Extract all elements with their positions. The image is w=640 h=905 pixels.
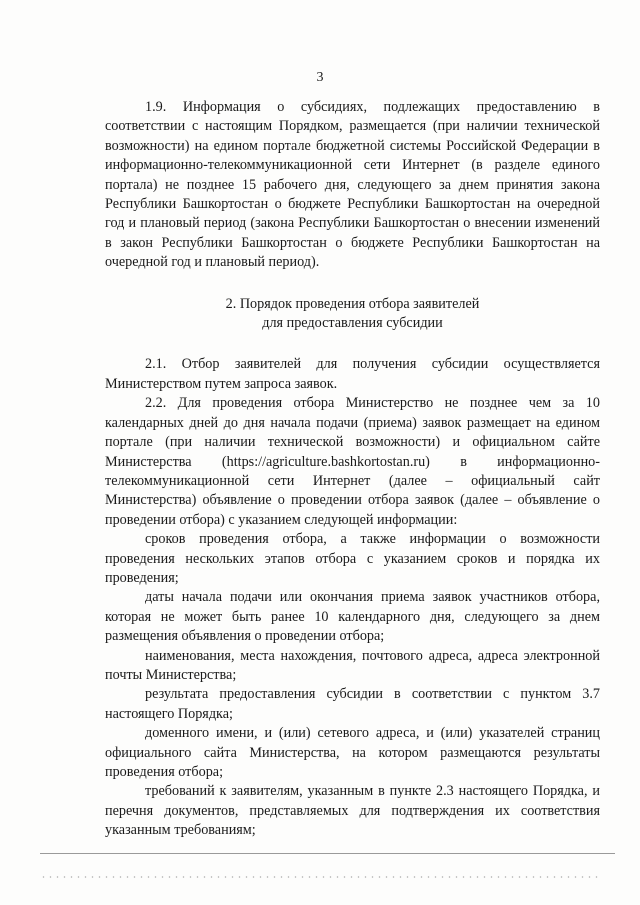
section-heading-line-2: для предоставления субсидии	[262, 315, 443, 332]
list-item-dates: даты начала подачи или окончания приема заявок участников отбора, которая не может быть ранее 10 календарного дня, следующего за днем размещения объявления о проведении отбора;	[105, 589, 600, 645]
section-heading-line-1: 2. Порядок проведения отбора заявителей	[225, 295, 480, 312]
document-body	[105, 98, 600, 841]
list-item-domain: доменного имени, и (или) сетевого адреса, и (или) указателей страниц официального сайта Министерства, на котором размещаются результаты проведения отбора;	[105, 725, 600, 780]
paragraph-1-9: 1.9. Информация о субсидиях, подлежащих предоставлению в соответствии с настоящим Порядком, размещается (при наличии технической возможности) на едином портале бюджетной системы Российской Федерации в информационно-телекоммуникационной сети Интернет (в разделе единого портала) не позднее 15 рабочего дня, следующего за днем принятия закона Республики Башкортостан о бюджете Республики Башкортостан на очередной год и плановый период (закона Республики Башкортостан о внесении изменений в закон Республики Башкортостан о бюджете Республики Башкортостан на очередной год и плановый период).	[105, 99, 600, 271]
bottom-scan-line	[40, 853, 615, 854]
section-2-heading	[105, 295, 600, 334]
page-number: 3	[316, 70, 324, 85]
list-item-terms: сроков проведения отбора, а также информации о возможности проведения нескольких этапов отбора с указанием сроков и порядка их проведения;	[105, 531, 600, 586]
paragraph-2-2: 2.2. Для проведения отбора Министерство не позднее чем за 10 календарных дней до дня начала подачи (приема) заявок размещает на едином портале (при наличии технической возможности) и официальном сайте Министерства (https://agriculture.bashkortostan.ru) в информационно-телекоммуникационной сети Интернет (далее – официальный сайт Министерства) объявление о проведении отбора заявок (далее – объявление о проведении отбора) с указанием следующей информации:	[105, 395, 600, 528]
list-item-requirements: требований к заявителям, указанным в пункте 2.3 настоящего Порядка, и перечня документов, представляемых для подтверждения их соответствия указанным требованиям;	[105, 783, 600, 839]
list-item-contacts: наименования, места нахождения, почтового адреса, адреса электронной почты Министерства;	[105, 647, 600, 683]
scan-noise-dots	[40, 876, 600, 878]
paragraph-2-1: 2.1. Отбор заявителей для получения субсидии осуществляется Министерством путем запроса заявок.	[105, 356, 600, 392]
list-item-result: результата предоставления субсидии в соответствии с пунктом 3.7 настоящего Порядка;	[105, 686, 600, 722]
